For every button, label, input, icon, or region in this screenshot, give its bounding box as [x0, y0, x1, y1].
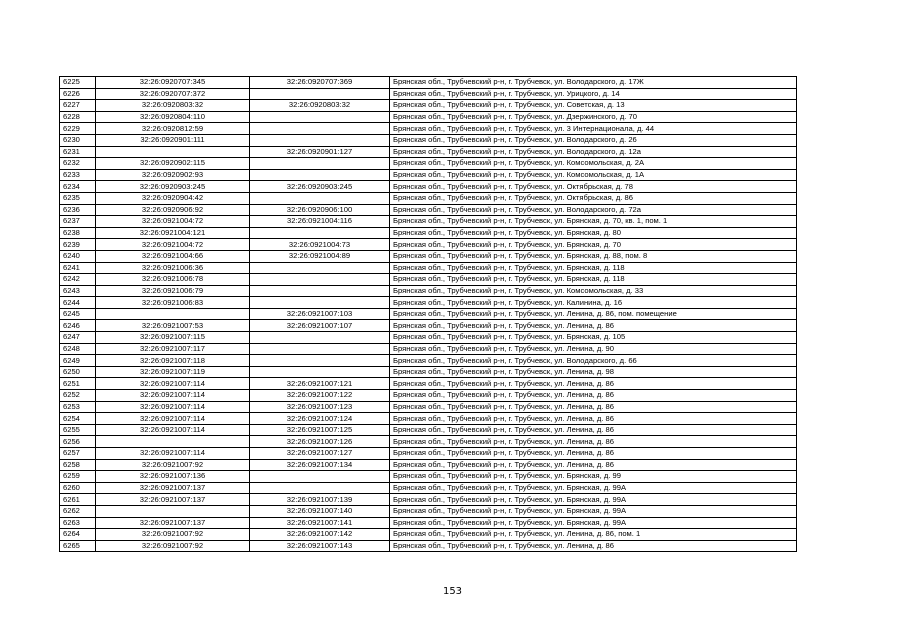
table-row: [60, 366, 797, 378]
cadastral-number-cell: 32:26:0921006:78: [96, 274, 250, 286]
row-number-cell: 6234: [60, 181, 96, 193]
object-cadastral-number-cell: [250, 297, 390, 309]
cadastral-number-cell: 32:26:0921007:114: [96, 401, 250, 413]
row-number-cell: 6258: [60, 459, 96, 471]
cadastral-number-cell: 32:26:0921007:114: [96, 424, 250, 436]
object-cadastral-number-cell: [250, 158, 390, 170]
object-cadastral-number-cell: 32:26:0921007:134: [250, 459, 390, 471]
object-cadastral-number-cell: [250, 123, 390, 135]
row-number-cell: 6262: [60, 505, 96, 517]
row-number-cell: 6236: [60, 204, 96, 216]
address-cell: Брянская обл., Трубчевский р-н, г. Трубчевск, ул. Ленина, д. 86: [390, 401, 797, 413]
address-cell: Брянская обл., Трубчевский р-н, г. Трубчевск, ул. Володарского, д. 17Ж: [390, 77, 797, 89]
row-number-cell: 6256: [60, 436, 96, 448]
object-cadastral-number-cell: 32:26:0921007:142: [250, 529, 390, 541]
cadastral-number-cell: 32:26:0920803:32: [96, 100, 250, 112]
address-cell: Брянская обл., Трубчевский р-н, г. Трубчевск, ул. Советская, д. 13: [390, 100, 797, 112]
object-cadastral-number-cell: 32:26:0921007:140: [250, 505, 390, 517]
table-row: [60, 494, 797, 506]
object-cadastral-number-cell: 32:26:0921007:107: [250, 320, 390, 332]
object-cadastral-number-cell: 32:26:0921007:143: [250, 540, 390, 552]
address-cell: Брянская обл., Трубчевский р-н, г. Трубчевск, ул. Ленина, д. 86: [390, 540, 797, 552]
object-cadastral-number-cell: [250, 169, 390, 181]
object-cadastral-number-cell: [250, 366, 390, 378]
cadastral-number-cell: 32:26:0920812:59: [96, 123, 250, 135]
row-number-cell: 6251: [60, 378, 96, 390]
object-cadastral-number-cell: 32:26:0921004:116: [250, 216, 390, 228]
table-row: [60, 239, 797, 251]
address-cell: Брянская обл., Трубчевский р-н, г. Трубчевск, ул. Дзержинского, д. 70: [390, 111, 797, 123]
cadastral-number-cell: 32:26:0921006:79: [96, 285, 250, 297]
address-cell: Брянская обл., Трубчевский р-н, г. Трубчевск, ул. Брянская, д. 99А: [390, 494, 797, 506]
table-row: [60, 413, 797, 425]
cadastral-number-cell: 32:26:0921007:92: [96, 540, 250, 552]
address-cell: Брянская обл., Трубчевский р-н, г. Трубчевск, ул. Володарского, д. 26: [390, 134, 797, 146]
table-row: [60, 146, 797, 158]
cadastral-number-cell: 32:26:0921006:36: [96, 262, 250, 274]
cadastral-number-cell: 32:26:0921007:114: [96, 378, 250, 390]
row-number-cell: 6228: [60, 111, 96, 123]
object-cadastral-number-cell: [250, 262, 390, 274]
row-number-cell: 6250: [60, 366, 96, 378]
row-number-cell: 6249: [60, 355, 96, 367]
object-cadastral-number-cell: [250, 332, 390, 344]
row-number-cell: 6259: [60, 471, 96, 483]
row-number-cell: 6254: [60, 413, 96, 425]
row-number-cell: 6227: [60, 100, 96, 112]
row-number-cell: 6232: [60, 158, 96, 170]
cadastral-number-cell: 32:26:0920902:93: [96, 169, 250, 181]
table-row: [60, 88, 797, 100]
table-row: [60, 459, 797, 471]
address-cell: Брянская обл., Трубчевский р-н, г. Трубчевск, ул. Ленина, д. 90: [390, 343, 797, 355]
object-cadastral-number-cell: [250, 285, 390, 297]
address-cell: Брянская обл., Трубчевский р-н, г. Трубчевск, ул. Ленина, д. 86: [390, 459, 797, 471]
address-cell: Брянская обл., Трубчевский р-н, г. Трубчевск, ул. Володарского, д. 12а: [390, 146, 797, 158]
object-cadastral-number-cell: 32:26:0921004:89: [250, 250, 390, 262]
address-cell: Брянская обл., Трубчевский р-н, г. Трубчевск, ул. Брянская, д. 118: [390, 274, 797, 286]
table-body: [60, 77, 797, 552]
table-row: [60, 320, 797, 332]
object-cadastral-number-cell: 32:26:0921007:125: [250, 424, 390, 436]
row-number-cell: 6231: [60, 146, 96, 158]
row-number-cell: 6257: [60, 448, 96, 460]
row-number-cell: 6245: [60, 308, 96, 320]
row-number-cell: 6253: [60, 401, 96, 413]
address-cell: Брянская обл., Трубчевский р-н, г. Трубчевск, ул. Брянская, д. 99А: [390, 517, 797, 529]
row-number-cell: 6260: [60, 482, 96, 494]
address-cell: Брянская обл., Трубчевский р-н, г. Трубчевск, ул. Комсомольская, д. 1А: [390, 169, 797, 181]
row-number-cell: 6237: [60, 216, 96, 228]
object-cadastral-number-cell: [250, 134, 390, 146]
object-cadastral-number-cell: 32:26:0920903:245: [250, 181, 390, 193]
object-cadastral-number-cell: [250, 355, 390, 367]
table-row: [60, 111, 797, 123]
address-cell: Брянская обл., Трубчевский р-н, г. Трубчевск, ул. 3 Интернационала, д. 44: [390, 123, 797, 135]
row-number-cell: 6243: [60, 285, 96, 297]
table-row: [60, 100, 797, 112]
table-row: [60, 274, 797, 286]
cadastral-number-cell: 32:26:0921007:92: [96, 529, 250, 541]
address-cell: Брянская обл., Трубчевский р-н, г. Трубчевск, ул. Ленина, д. 86: [390, 320, 797, 332]
object-cadastral-number-cell: [250, 343, 390, 355]
table-row: [60, 169, 797, 181]
address-cell: Брянская обл., Трубчевский р-н, г. Трубчевск, ул. Октябрьская, д. 86: [390, 192, 797, 204]
cadastral-number-cell: 32:26:0921007:137: [96, 517, 250, 529]
cadastral-number-cell: 32:26:0920901:111: [96, 134, 250, 146]
table-row: [60, 297, 797, 309]
table-row: [60, 285, 797, 297]
row-number-cell: 6233: [60, 169, 96, 181]
cadastral-number-cell: 32:26:0921004:66: [96, 250, 250, 262]
table-row: [60, 378, 797, 390]
address-cell: Брянская обл., Трубчевский р-н, г. Трубчевск, ул. Ленина, д. 86: [390, 378, 797, 390]
row-number-cell: 6264: [60, 529, 96, 541]
cadastral-number-cell: 32:26:0920903:245: [96, 181, 250, 193]
row-number-cell: 6238: [60, 227, 96, 239]
address-cell: Брянская обл., Трубчевский р-н, г. Трубчевск, ул. Ленина, д. 86: [390, 424, 797, 436]
object-cadastral-number-cell: 32:26:0921007:123: [250, 401, 390, 413]
cadastral-number-cell: 32:26:0920707:372: [96, 88, 250, 100]
table-row: [60, 529, 797, 541]
object-cadastral-number-cell: [250, 192, 390, 204]
object-cadastral-number-cell: 32:26:0921007:126: [250, 436, 390, 448]
row-number-cell: 6247: [60, 332, 96, 344]
page-number: 153: [442, 586, 463, 597]
object-cadastral-number-cell: 32:26:0921007:139: [250, 494, 390, 506]
address-cell: Брянская обл., Трубчевский р-н, г. Трубчевск, ул. Ленина, д. 86, пом. 1: [390, 529, 797, 541]
table-row: [60, 482, 797, 494]
table-row: [60, 250, 797, 262]
row-number-cell: 6255: [60, 424, 96, 436]
address-cell: Брянская обл., Трубчевский р-н, г. Трубчевск, ул. Ленина, д. 86, пом. помещение: [390, 308, 797, 320]
object-cadastral-number-cell: [250, 111, 390, 123]
address-cell: Брянская обл., Трубчевский р-н, г. Трубчевск, ул. Брянская, д. 70: [390, 239, 797, 251]
address-cell: Брянская обл., Трубчевский р-н, г. Трубчевск, ул. Володарского, д. 66: [390, 355, 797, 367]
address-cell: Брянская обл., Трубчевский р-н, г. Трубчевск, ул. Ленина, д. 98: [390, 366, 797, 378]
table-row: [60, 436, 797, 448]
object-cadastral-number-cell: 32:26:0920803:32: [250, 100, 390, 112]
row-number-cell: 6244: [60, 297, 96, 309]
row-number-cell: 6235: [60, 192, 96, 204]
row-number-cell: 6263: [60, 517, 96, 529]
object-cadastral-number-cell: [250, 88, 390, 100]
table-row: [60, 424, 797, 436]
cadastral-number-cell: 32:26:0920804:110: [96, 111, 250, 123]
cadastral-number-cell: [96, 146, 250, 158]
row-number-cell: 6240: [60, 250, 96, 262]
cadastral-number-cell: 32:26:0921007:115: [96, 332, 250, 344]
row-number-cell: 6265: [60, 540, 96, 552]
cadastral-number-cell: 32:26:0921007:114: [96, 390, 250, 402]
object-cadastral-number-cell: [250, 471, 390, 483]
cadastral-number-cell: 32:26:0920902:115: [96, 158, 250, 170]
cadastral-number-cell: 32:26:0921007:137: [96, 494, 250, 506]
cadastral-number-cell: [96, 308, 250, 320]
cadastral-number-cell: 32:26:0921007:118: [96, 355, 250, 367]
row-number-cell: 6252: [60, 390, 96, 402]
address-cell: Брянская обл., Трубчевский р-н, г. Трубчевск, ул. Брянская, д. 99А: [390, 505, 797, 517]
table-row: [60, 517, 797, 529]
cadastral-number-cell: 32:26:0920904:42: [96, 192, 250, 204]
cadastral-number-cell: [96, 505, 250, 517]
cadastral-number-cell: [96, 436, 250, 448]
cadastral-number-cell: 32:26:0921007:92: [96, 459, 250, 471]
object-cadastral-number-cell: 32:26:0921007:141: [250, 517, 390, 529]
cadastral-number-cell: 32:26:0921004:72: [96, 239, 250, 251]
object-cadastral-number-cell: 32:26:0921007:121: [250, 378, 390, 390]
table-row: [60, 204, 797, 216]
address-cell: Брянская обл., Трубчевский р-н, г. Трубчевск, ул. Ленина, д. 86: [390, 448, 797, 460]
table-row: [60, 471, 797, 483]
address-cell: Брянская обл., Трубчевский р-н, г. Трубчевск, ул. Брянская, д. 105: [390, 332, 797, 344]
row-number-cell: 6239: [60, 239, 96, 251]
table-row: [60, 181, 797, 193]
object-cadastral-number-cell: 32:26:0921004:73: [250, 239, 390, 251]
table-row: [60, 355, 797, 367]
address-cell: Брянская обл., Трубчевский р-н, г. Трубчевск, ул. Брянская, д. 88, пом. 8: [390, 250, 797, 262]
row-number-cell: 6242: [60, 274, 96, 286]
address-cell: Брянская обл., Трубчевский р-н, г. Трубчевск, ул. Калинина, д. 16: [390, 297, 797, 309]
row-number-cell: 6226: [60, 88, 96, 100]
table-row: [60, 308, 797, 320]
cadastral-number-cell: 32:26:0920906:92: [96, 204, 250, 216]
cadastral-number-cell: 32:26:0921007:117: [96, 343, 250, 355]
table-row: [60, 390, 797, 402]
address-cell: Брянская обл., Трубчевский р-н, г. Трубчевск, ул. Брянская, д. 80: [390, 227, 797, 239]
table-row: [60, 540, 797, 552]
address-cell: Брянская обл., Трубчевский р-н, г. Трубчевск, ул. Урицкого, д. 14: [390, 88, 797, 100]
table-row: [60, 134, 797, 146]
table-row: [60, 158, 797, 170]
cadastral-number-cell: 32:26:0921007:114: [96, 448, 250, 460]
cadastral-number-cell: 32:26:0921004:121: [96, 227, 250, 239]
table-row: [60, 448, 797, 460]
table-row: [60, 216, 797, 228]
address-cell: Брянская обл., Трубчевский р-н, г. Трубчевск, ул. Октябрьская, д. 78: [390, 181, 797, 193]
address-cell: Брянская обл., Трубчевский р-н, г. Трубчевск, ул. Ленина, д. 86: [390, 390, 797, 402]
row-number-cell: 6246: [60, 320, 96, 332]
address-cell: Брянская обл., Трубчевский р-н, г. Трубчевск, ул. Володарского, д. 72а: [390, 204, 797, 216]
table-row: [60, 227, 797, 239]
object-cadastral-number-cell: 32:26:0921007:127: [250, 448, 390, 460]
row-number-cell: 6230: [60, 134, 96, 146]
property-table: [59, 76, 797, 552]
object-cadastral-number-cell: 32:26:0921007:122: [250, 390, 390, 402]
address-cell: Брянская обл., Трубчевский р-н, г. Трубчевск, ул. Ленина, д. 86: [390, 436, 797, 448]
object-cadastral-number-cell: 32:26:0921007:124: [250, 413, 390, 425]
cadastral-number-cell: 32:26:0921006:83: [96, 297, 250, 309]
cadastral-number-cell: 32:26:0921007:53: [96, 320, 250, 332]
object-cadastral-number-cell: 32:26:0920901:127: [250, 146, 390, 158]
address-cell: Брянская обл., Трубчевский р-н, г. Трубчевск, ул. Комсомольская, д. 33: [390, 285, 797, 297]
table-row: [60, 192, 797, 204]
object-cadastral-number-cell: [250, 482, 390, 494]
row-number-cell: 6229: [60, 123, 96, 135]
cadastral-number-cell: 32:26:0921007:137: [96, 482, 250, 494]
cadastral-number-cell: 32:26:0921007:114: [96, 413, 250, 425]
table-row: [60, 332, 797, 344]
object-cadastral-number-cell: 32:26:0920707:369: [250, 77, 390, 89]
address-cell: Брянская обл., Трубчевский р-н, г. Трубчевск, ул. Ленина, д. 86: [390, 413, 797, 425]
row-number-cell: 6248: [60, 343, 96, 355]
row-number-cell: 6261: [60, 494, 96, 506]
cadastral-number-cell: 32:26:0921007:119: [96, 366, 250, 378]
table-row: [60, 401, 797, 413]
object-cadastral-number-cell: 32:26:0920906:100: [250, 204, 390, 216]
object-cadastral-number-cell: [250, 227, 390, 239]
address-cell: Брянская обл., Трубчевский р-н, г. Трубчевск, ул. Брянская, д. 99А: [390, 482, 797, 494]
table-row: [60, 77, 797, 89]
table-row: [60, 343, 797, 355]
table-row: [60, 505, 797, 517]
cadastral-number-cell: 32:26:0921007:136: [96, 471, 250, 483]
address-cell: Брянская обл., Трубчевский р-н, г. Трубчевск, ул. Комсомольская, д. 2А: [390, 158, 797, 170]
address-cell: Брянская обл., Трубчевский р-н, г. Трубчевск, ул. Брянская, д. 70, кв. 1, пом. 1: [390, 216, 797, 228]
table-row: [60, 262, 797, 274]
object-cadastral-number-cell: [250, 274, 390, 286]
address-cell: Брянская обл., Трубчевский р-н, г. Трубчевск, ул. Брянская, д. 118: [390, 262, 797, 274]
row-number-cell: 6225: [60, 77, 96, 89]
row-number-cell: 6241: [60, 262, 96, 274]
cadastral-number-cell: 32:26:0920707:345: [96, 77, 250, 89]
address-cell: Брянская обл., Трубчевский р-н, г. Трубчевск, ул. Брянская, д. 99: [390, 471, 797, 483]
table-row: [60, 123, 797, 135]
cadastral-number-cell: 32:26:0921004:72: [96, 216, 250, 228]
object-cadastral-number-cell: 32:26:0921007:103: [250, 308, 390, 320]
